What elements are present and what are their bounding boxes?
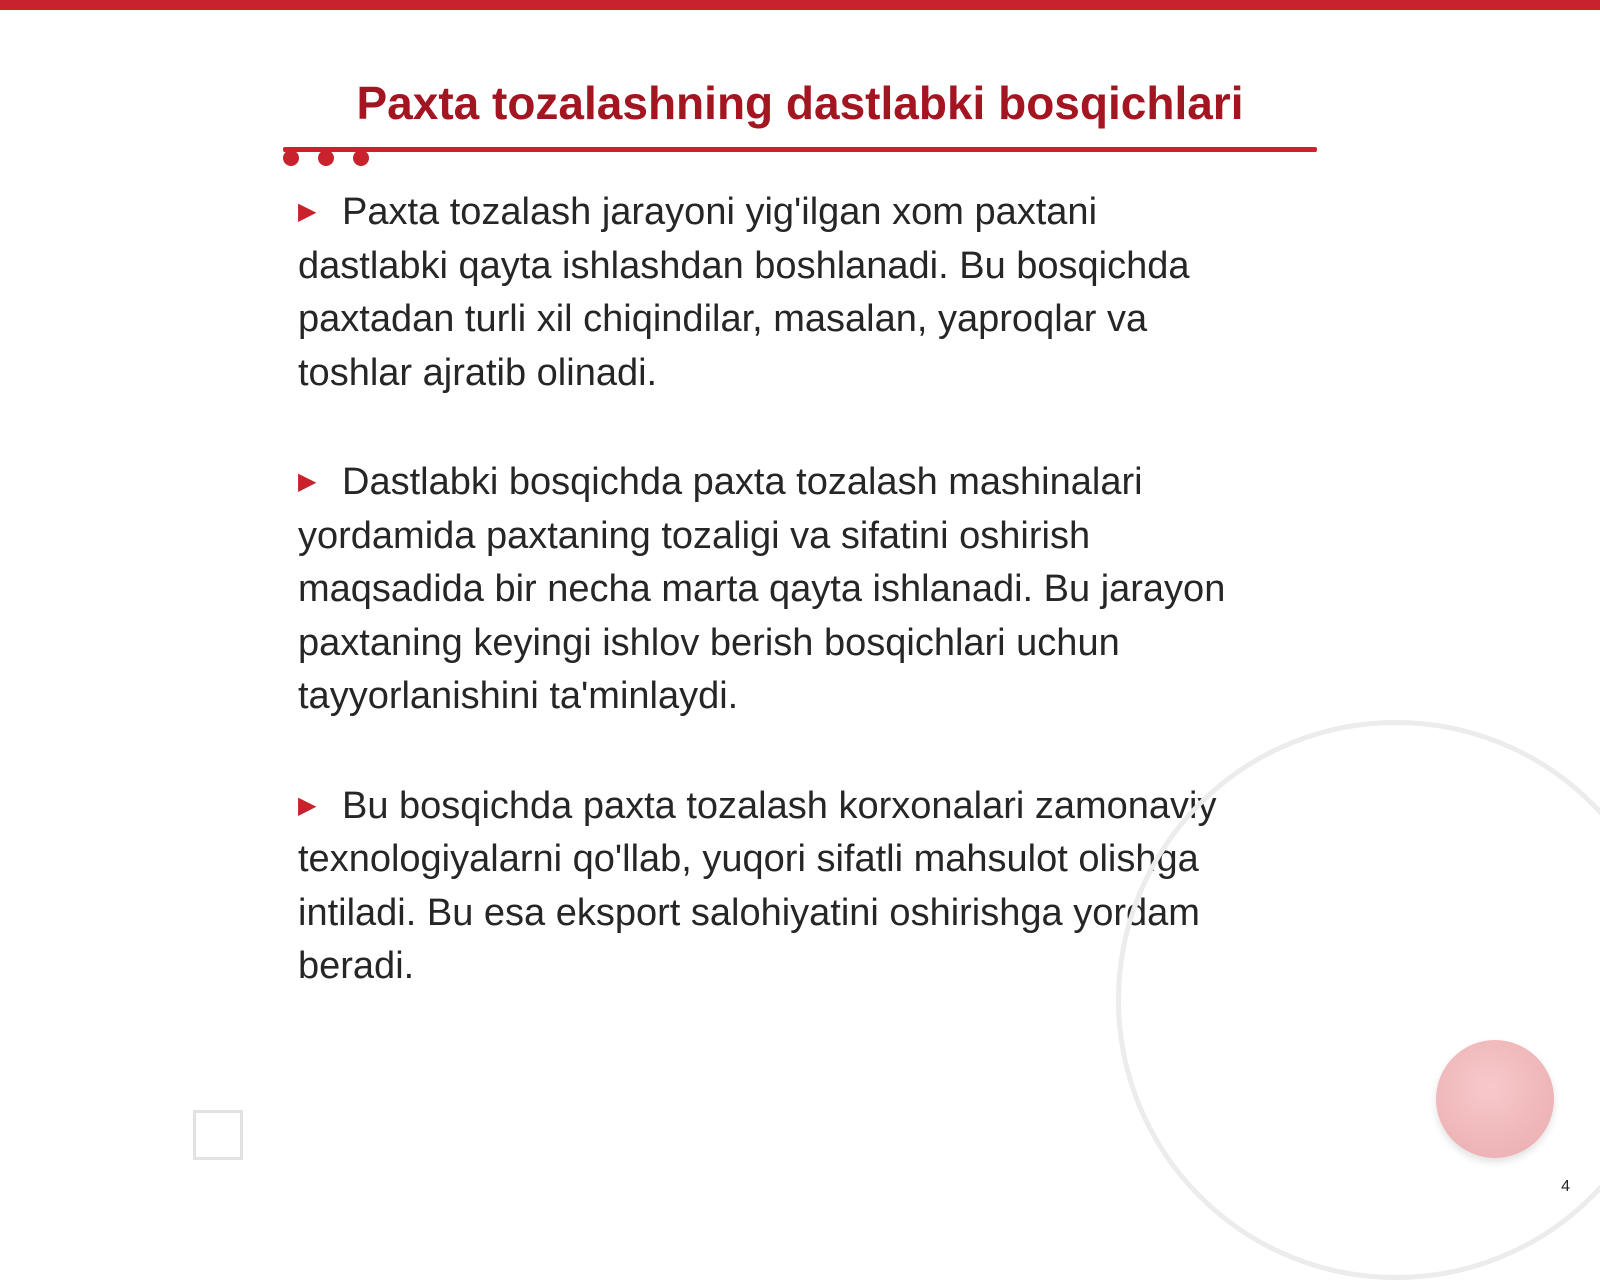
bullet-text: Bu bosqichda paxta tozalash korxonalari zamonaviy <box>342 784 1217 827</box>
bullet-item <box>298 185 1298 400</box>
decor-dot <box>353 150 369 166</box>
bullet-line: tayyorlanishini ta'minlaydi. <box>298 675 739 717</box>
bullet-arrow-icon: ▶ <box>298 791 317 819</box>
bullet-text: Dastlabki bosqichda paxta tozalash mashinalari <box>342 461 1143 503</box>
bullet-line: intiladi. Bu esa eksport salohiyatini oshirishga yordam <box>298 891 1200 934</box>
bullet-line: beradi. <box>298 945 415 987</box>
bullet-item <box>298 455 1298 724</box>
decorative-pink-circle <box>1436 1040 1554 1158</box>
bullet-line: texnologiyalarni qo'llab, yuqori sifatli mahsulot olishga <box>298 838 1199 880</box>
decor-dot <box>283 150 299 166</box>
bullet-line: paxtaning keyingi ishlov berish bosqichlari uchun <box>298 621 1120 664</box>
bullet-line: maqsadida bir necha marta qayta ishlanadi. Bu jarayon <box>298 568 1226 610</box>
decorative-square-outline <box>193 1110 243 1160</box>
bullet-line: paxtadan turli xil chiqindilar, masalan, yaproqlar va <box>298 298 1148 340</box>
page-number: 4 <box>1561 1178 1570 1195</box>
bullet-line: yordamida paxtaning tozaligi va sifatini oshirish <box>298 514 1091 557</box>
bullet-arrow-icon: ▶ <box>298 468 317 495</box>
bullet-line <box>298 185 1298 240</box>
bullet-line: dastlabki qayta ishlashdan boshlanadi. Bu bosqichda <box>298 244 1190 287</box>
decor-dot <box>318 150 334 166</box>
title-underline <box>283 147 1317 152</box>
bullet-line <box>298 455 1298 510</box>
slide-title: Paxta tozalashning dastlabki bosqichlari <box>356 77 1244 129</box>
bullet-line <box>298 779 1298 834</box>
top-accent-bar <box>0 0 1600 10</box>
bullet-line: toshlar ajratib olinadi. <box>298 351 658 394</box>
bullet-arrow-icon: ▶ <box>298 198 317 225</box>
bullet-text: Paxta tozalash jarayoni yig'ilgan xom paxtani <box>342 191 1098 233</box>
